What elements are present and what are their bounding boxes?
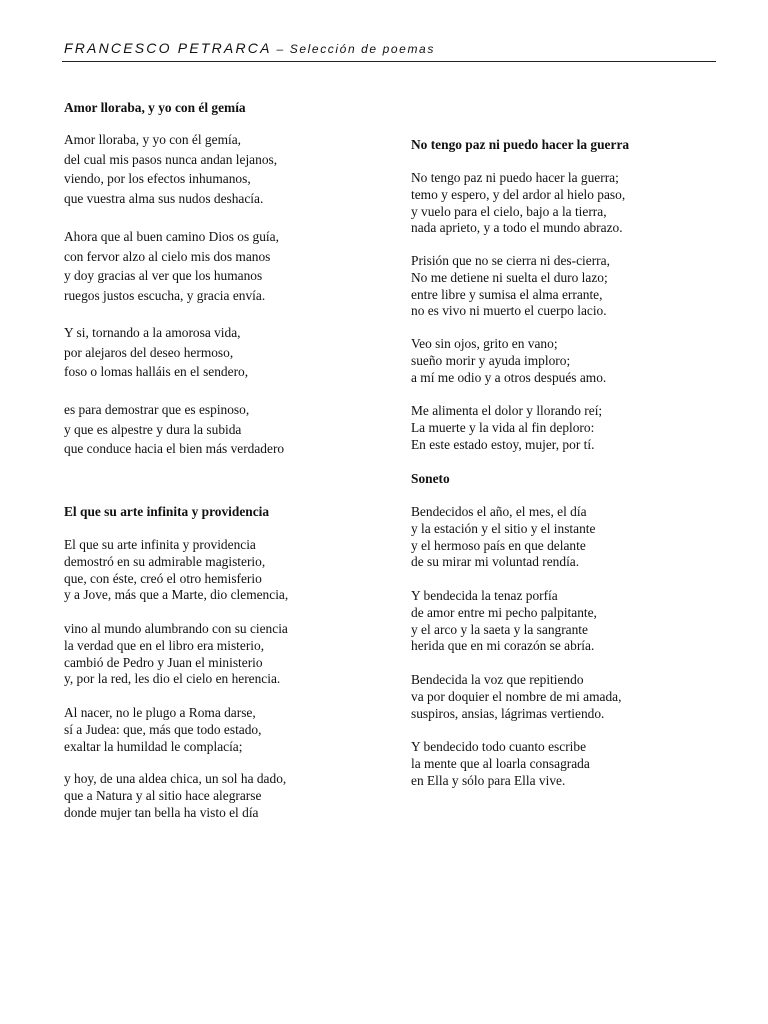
- poem-line: No me detiene ni suelta el duro lazo;: [411, 269, 608, 285]
- poem-line: y el arco y la saeta y la sangrante: [411, 621, 588, 637]
- poem-line: que, con éste, creó el otro hemisferio: [64, 570, 262, 586]
- poem-stanza: [64, 771, 286, 821]
- poem-line: demostró en su admirable magisterio,: [64, 553, 266, 569]
- poem-line: y vuelo para el cielo, bajo a la tierra,: [411, 203, 607, 219]
- poem-line: y el hermoso país en que delante: [411, 537, 586, 553]
- poem-line: El que su arte infinita y providencia: [64, 537, 256, 552]
- poem-line: y la estación y el sitio y el instante: [411, 520, 596, 536]
- poem-line: y que es alpestre y dura la subida: [64, 421, 242, 437]
- poem-stanza: [64, 400, 284, 459]
- poem-stanza: [64, 227, 279, 305]
- poem-line: exaltar la humildad le complacía;: [64, 738, 243, 754]
- poem-title: El que su arte infinita y providencia: [64, 504, 270, 519]
- poem-line: Y si, tornando a la amorosa vida,: [64, 325, 241, 340]
- poem-stanza: [411, 403, 602, 453]
- poem-line: Prisión que no se cierra ni des-cierra,: [411, 253, 610, 268]
- poem-title: Amor lloraba, y yo con él gemía: [64, 100, 246, 115]
- header-subtitle: Selección de poemas: [289, 42, 435, 56]
- poem-line: En este estado estoy, mujer, por tí.: [411, 436, 595, 452]
- poem-title: Soneto: [411, 471, 450, 486]
- poem-line: Bendecida la voz que repitiendo: [411, 672, 584, 687]
- poem-line: es para demostrar que es espinoso,: [64, 402, 250, 417]
- poem-line: No tengo paz ni puedo hacer la guerra;: [411, 170, 619, 185]
- poem-line: Al nacer, no le plugo a Roma darse,: [64, 705, 256, 720]
- poem-stanza: [64, 130, 277, 208]
- poem-line: no es vivo ni muerto el cuerpo lacio.: [411, 303, 607, 319]
- poem-line: foso o lomas halláis en el sendero,: [64, 364, 249, 379]
- poem-line: Y bendecido todo cuanto escribe: [411, 739, 587, 754]
- poem-line: suspiros, ansias, lágrimas vertiendo.: [411, 705, 605, 721]
- poem-line: Y bendecida la tenaz porfía: [411, 588, 558, 603]
- poem-title: No tengo paz ni puedo hacer la guerra: [411, 137, 630, 152]
- poem-line: la verdad que en el libro era misterio,: [64, 637, 265, 653]
- poem-stanza: [411, 588, 597, 655]
- poem-line: herida que en mi corazón se abría.: [411, 638, 595, 654]
- poem-line: nada aprieto, y a todo el mundo abrazo.: [411, 220, 623, 236]
- poem-line: Ahora que al buen camino Dios os guía,: [64, 229, 279, 244]
- poem-line: la mente que al loarla consagrada: [411, 755, 590, 771]
- poem-line: del cual mis pasos nunca andan lejanos,: [64, 151, 278, 167]
- poem-line: vino al mundo alumbrando con su ciencia: [64, 621, 288, 636]
- poem-line: sí a Judea: que, más que todo estado,: [64, 721, 262, 737]
- poem-line: y a Jove, más que a Marte, dio clemencia,: [64, 587, 289, 603]
- poem-stanza: [64, 323, 248, 382]
- poem-line: ruegos justos escucha, y gracia envía.: [64, 287, 266, 303]
- poem-stanza: [411, 672, 621, 722]
- page-header: [64, 40, 714, 56]
- poem-line: y doy gracias al ver que los humanos: [64, 268, 263, 283]
- poem-line: Me alimenta el dolor y llorando reí;: [411, 403, 603, 418]
- header-separator: –: [271, 42, 290, 56]
- poem-stanza: [411, 336, 606, 386]
- poem-line: temo y espero, y del ardor al hielo paso,: [411, 186, 626, 202]
- poem-line: en Ella y sólo para Ella vive.: [411, 772, 566, 788]
- poem-line: sueño morir y ayuda imploro;: [411, 352, 571, 368]
- poem-line: entre libre y sumisa el alma errante,: [411, 286, 603, 302]
- poem-line: que vuestra alma sus nudos deshacía.: [64, 190, 264, 206]
- poem-line: y hoy, de una aldea chica, un sol ha dado,: [64, 771, 287, 786]
- poem-stanza: [411, 739, 590, 789]
- poem-line: y, por la red, les dio el cielo en herencia.: [64, 671, 281, 687]
- poem-stanza: [64, 705, 261, 755]
- poem-line: que a Natura y al sitio hace alegrarse: [64, 787, 262, 803]
- poem-line: a mí me odio y a otros después amo.: [411, 369, 607, 385]
- poem-line: Amor lloraba, y yo con él gemía,: [64, 132, 242, 147]
- poem-line: Bendecidos el año, el mes, el día: [411, 504, 587, 519]
- poem-line: va por doquier el nombre de mi amada,: [411, 688, 622, 704]
- poem-line: que conduce hacia el bien más verdadero: [64, 441, 285, 456]
- poem-line: cambió de Pedro y Juan el ministerio: [64, 654, 263, 670]
- poem-stanza: [411, 504, 595, 571]
- poem-line: La muerte y la vida al fin deploro:: [411, 419, 595, 435]
- poem-line: donde mujer tan bella ha visto el día: [64, 804, 259, 820]
- poem-line: de amor entre mi pecho palpitante,: [411, 604, 597, 620]
- poem-line: con fervor alzo al cielo mis dos manos: [64, 248, 271, 264]
- poem-line: por alejaros del deseo hermoso,: [64, 344, 234, 360]
- poem-stanza: [64, 537, 288, 604]
- poem-stanza: [64, 621, 288, 688]
- poem-line: Veo sin ojos, grito en vano;: [411, 336, 558, 351]
- poem-stanza: [411, 253, 610, 320]
- poem-stanza: [411, 170, 625, 237]
- poem-line: viendo, por los efectos inhumanos,: [64, 171, 251, 186]
- header-author: FRANCESCO PETRARCA: [64, 40, 272, 56]
- header-rule: [62, 61, 716, 62]
- poem-line: de su mirar mi voluntad rendía.: [411, 554, 580, 570]
